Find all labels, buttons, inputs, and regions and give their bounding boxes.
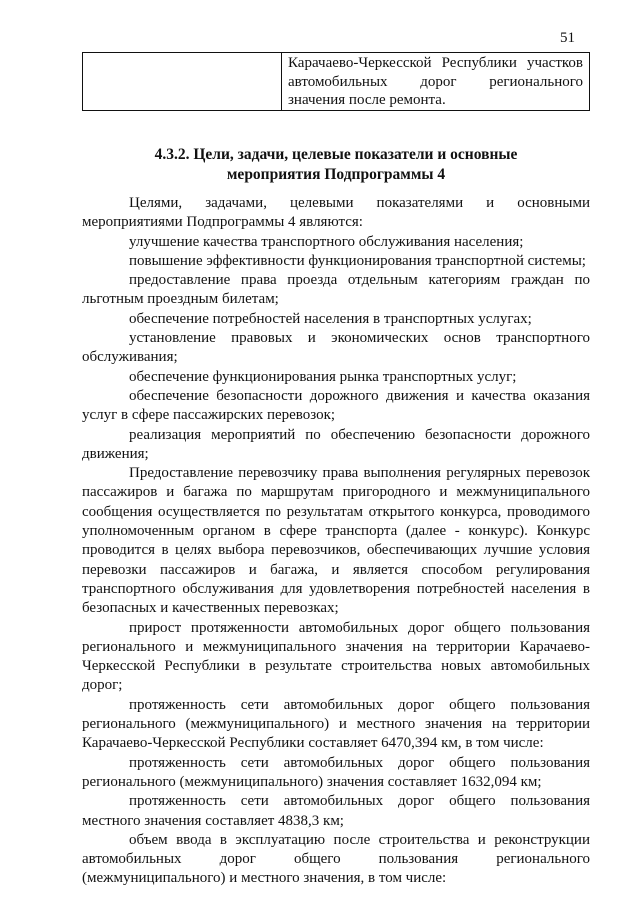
paragraph: обеспечение потребностей населения в транспортных услугах;: [129, 310, 532, 327]
paragraph: Предоставление перевозчику права выполнения регулярных перевозок пассажиров и багажа по маршрутам пригородного и межмуниципального сообщения осуществляется по результатам открытого конкурса, проводимого уполномоченным органом в сфере транспорта (далее - конкурс). Конкурс проводится в целях выбора перевозчиков, обеспечивающих лучшие условия перевозки пассажиров и багажа, и является способом регулирования транспортного обслуживания для удовлетворения потребностей населения в безопасных и качественных перевозках;: [82, 465, 590, 617]
paragraph: протяженность сети автомобильных дорог общего пользования регионального (межмуниципального) и местного значения на территории Карачаево-Черкесской Республики составляет 6470,394 км, в том числе:: [82, 696, 590, 752]
paragraph: предоставление права проезда отдельным категориям граждан по льготным проездным билетам;: [82, 272, 590, 308]
paragraph: повышение эффективности функционирования транспортной системы;: [129, 252, 586, 269]
paragraph: улучшение качества транспортного обслуживания населения;: [129, 233, 524, 250]
paragraph: объем ввода в эксплуатацию после строительства и реконструкции автомобильных дорог общего пользования регионального (межмуниципального) и местного значения, в том числе:: [82, 831, 590, 887]
paragraph: протяженность сети автомобильных дорог общего пользования местного значения составляет 4838,3 км;: [82, 793, 590, 829]
table-cell-text: Карачаево-Черкесской Республики участков автомобильных дорог регионального значения после ремонта.: [282, 53, 590, 111]
table-row: [83, 53, 590, 111]
section-title-line-2: мероприятия Подпрограммы 4: [226, 166, 446, 183]
section-title-line-1: 4.3.2. Цели, задачи, целевые показатели и основные: [154, 146, 518, 163]
paragraph: Целями, задачами, целевыми показателями и основными мероприятиями Подпрограммы 4 являются:: [82, 195, 590, 231]
table-cell-empty: [83, 53, 282, 111]
paragraph: обеспечение безопасности дорожного движения и качества оказания услуг в сфере пассажирских перевозок;: [82, 387, 590, 424]
paragraph: установление правовых и экономических основ транспортного обслуживания;: [82, 330, 590, 366]
paragraph: реализация мероприятий по обеспечению безопасности дорожного движения;: [82, 426, 590, 462]
table-continuation: [82, 52, 590, 111]
section-title: [82, 145, 590, 185]
page-number: 51: [560, 30, 575, 46]
paragraph: прирост протяженности автомобильных дорог общего пользования регионального и межмуниципального значения на территории Карачаево-Черкесской Республики в результате строительства новых автомобильных дорог;: [82, 619, 590, 694]
paragraph: протяженность сети автомобильных дорог общего пользования регионального (межмуниципального) значения составляет 1632,094 км;: [82, 754, 590, 790]
paragraph: обеспечение функционирования рынка транспортных услуг;: [129, 368, 517, 385]
body-text: [82, 194, 590, 889]
